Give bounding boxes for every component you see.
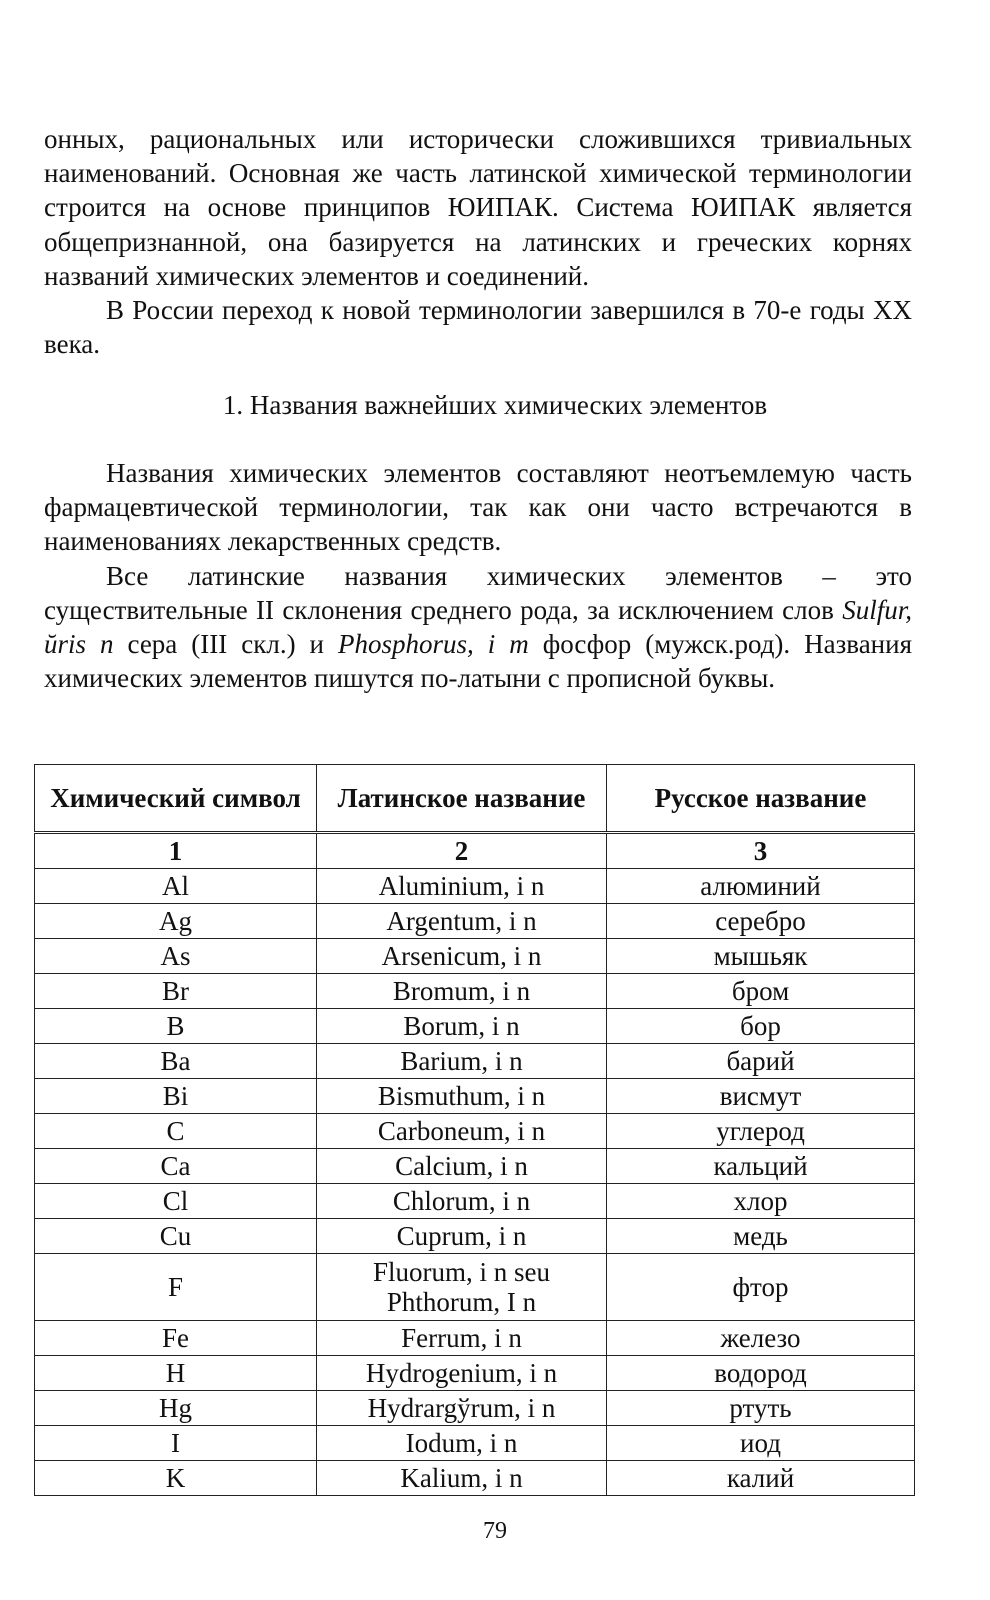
paragraph-4-part-3: фосфор (мужск.род). Названия химических элементов пишутся по-латыни с прописной буквы. (44, 629, 913, 694)
cell-symbol: Fe (35, 1321, 317, 1356)
cell-symbol: Ba (35, 1044, 317, 1079)
column-number-3: 3 (607, 833, 915, 869)
section-heading: 1. Названия важнейших химических элементов (222, 390, 768, 420)
cell-latin: Kalium, i n (317, 1461, 607, 1496)
cell-latin: Hydrogenium, i n (317, 1356, 607, 1391)
cell-symbol: Cu (35, 1219, 317, 1254)
cell-russian: висмут (607, 1079, 915, 1114)
table-row (35, 1079, 915, 1114)
elements-table (34, 764, 915, 1496)
cell-latin: Iodum, i n (317, 1426, 607, 1461)
cell-latin: Bromum, i n (317, 974, 607, 1009)
cell-latin: Arsenicum, i n (317, 939, 607, 974)
cell-russian: бор (607, 1009, 915, 1044)
cell-russian: бром (607, 974, 915, 1009)
paragraph-4-part-1: Все латинские названия химических элементов – это существительные II склонения среднего рода, за исключением слов (44, 560, 912, 625)
table-row (35, 1009, 915, 1044)
paragraph-3: Названия химических элементов составляют неотъемлемую часть фармацевтической терминологии, так как они часто встречаются в наименованиях лекарственных средств. (44, 458, 912, 557)
table-row (35, 1184, 915, 1219)
cell-symbol: B (35, 1009, 317, 1044)
cell-latin: Ferrum, i n (317, 1321, 607, 1356)
table-row (35, 1219, 915, 1254)
cell-latin: Borum, i n (317, 1009, 607, 1044)
cell-russian: алюминий (607, 869, 915, 904)
table-row (35, 1114, 915, 1149)
cell-russian: ртуть (607, 1391, 915, 1426)
cell-symbol: H (35, 1356, 317, 1391)
cell-russian: мышьяк (607, 939, 915, 974)
cell-latin: Bismuthum, i n (317, 1079, 607, 1114)
table-row (35, 974, 915, 1009)
table-row (35, 1254, 915, 1321)
header-russian: Русское название (607, 765, 915, 833)
paragraph-1: онных, рациональных или исторически сложившихся тривиальных наименований. Основная же часть латинской химической терминологии строится на основе принципов ЮИПАК. Система ЮИПАК является общепризнанной, она базируется на латинских и греческих корнях названий химических элементов и соединений. (44, 124, 912, 291)
cell-symbol: Bi (35, 1079, 317, 1114)
paragraph-4-part-2: сера (III скл.) и (113, 629, 338, 660)
table-row (35, 904, 915, 939)
table-row (35, 939, 915, 974)
page-number: 79 (483, 1518, 507, 1544)
cell-symbol: Cl (35, 1184, 317, 1219)
paragraph-4 (44, 559, 912, 696)
cell-russian: медь (607, 1219, 915, 1254)
cell-latin: Argentum, i n (317, 904, 607, 939)
table-row (35, 1356, 915, 1391)
table-row (35, 1426, 915, 1461)
cell-latin: Carboneum, i n (317, 1114, 607, 1149)
cell-russian: серебро (607, 904, 915, 939)
cell-russian: кальций (607, 1149, 915, 1184)
cell-symbol: Ag (35, 904, 317, 939)
table-row (35, 1149, 915, 1184)
cell-latin: Barium, i n (317, 1044, 607, 1079)
cell-latin: Fluorum, i n seu Phthorum, I n (317, 1254, 607, 1321)
table-header-row (35, 765, 915, 833)
table-row (35, 1044, 915, 1079)
cell-latin: Cuprum, i n (317, 1219, 607, 1254)
table-row (35, 1321, 915, 1356)
table-number-row (35, 833, 915, 869)
section-text (44, 456, 912, 695)
column-number-1: 1 (35, 833, 317, 869)
cell-russian: водород (607, 1356, 915, 1391)
cell-symbol: F (35, 1254, 317, 1321)
cell-symbol: I (35, 1426, 317, 1461)
cell-russian: иод (607, 1426, 915, 1461)
cell-latin: Aluminium, i n (317, 869, 607, 904)
cell-russian: углерод (607, 1114, 915, 1149)
cell-symbol: As (35, 939, 317, 974)
paragraph-4-italic-phosphorus: Phosphorus, i m (338, 629, 529, 660)
paragraph-2: В России переход к новой терминологии завершился в 70-е годы XX века. (44, 295, 912, 360)
cell-symbol: Ca (35, 1149, 317, 1184)
cell-russian: хлор (607, 1184, 915, 1219)
cell-symbol: C (35, 1114, 317, 1149)
cell-symbol: Hg (35, 1391, 317, 1426)
paragraph-4-italic-sulfur: Sulfur, ŭris n (44, 594, 912, 660)
header-latin: Латинское название (317, 765, 607, 833)
cell-russian: калий (607, 1461, 915, 1496)
column-number-2: 2 (317, 833, 607, 869)
intro-text (44, 122, 912, 361)
cell-symbol: Al (35, 869, 317, 904)
cell-latin: Hydrargўrum, i n (317, 1391, 607, 1426)
cell-russian: барий (607, 1044, 915, 1079)
cell-russian: железо (607, 1321, 915, 1356)
header-symbol: Химический символ (35, 765, 317, 833)
cell-latin: Chlorum, i n (317, 1184, 607, 1219)
cell-symbol: Br (35, 974, 317, 1009)
cell-latin: Calcium, i n (317, 1149, 607, 1184)
table-row (35, 1461, 915, 1496)
cell-symbol: K (35, 1461, 317, 1496)
cell-russian: фтор (607, 1254, 915, 1321)
table-row (35, 1391, 915, 1426)
table-row (35, 869, 915, 904)
